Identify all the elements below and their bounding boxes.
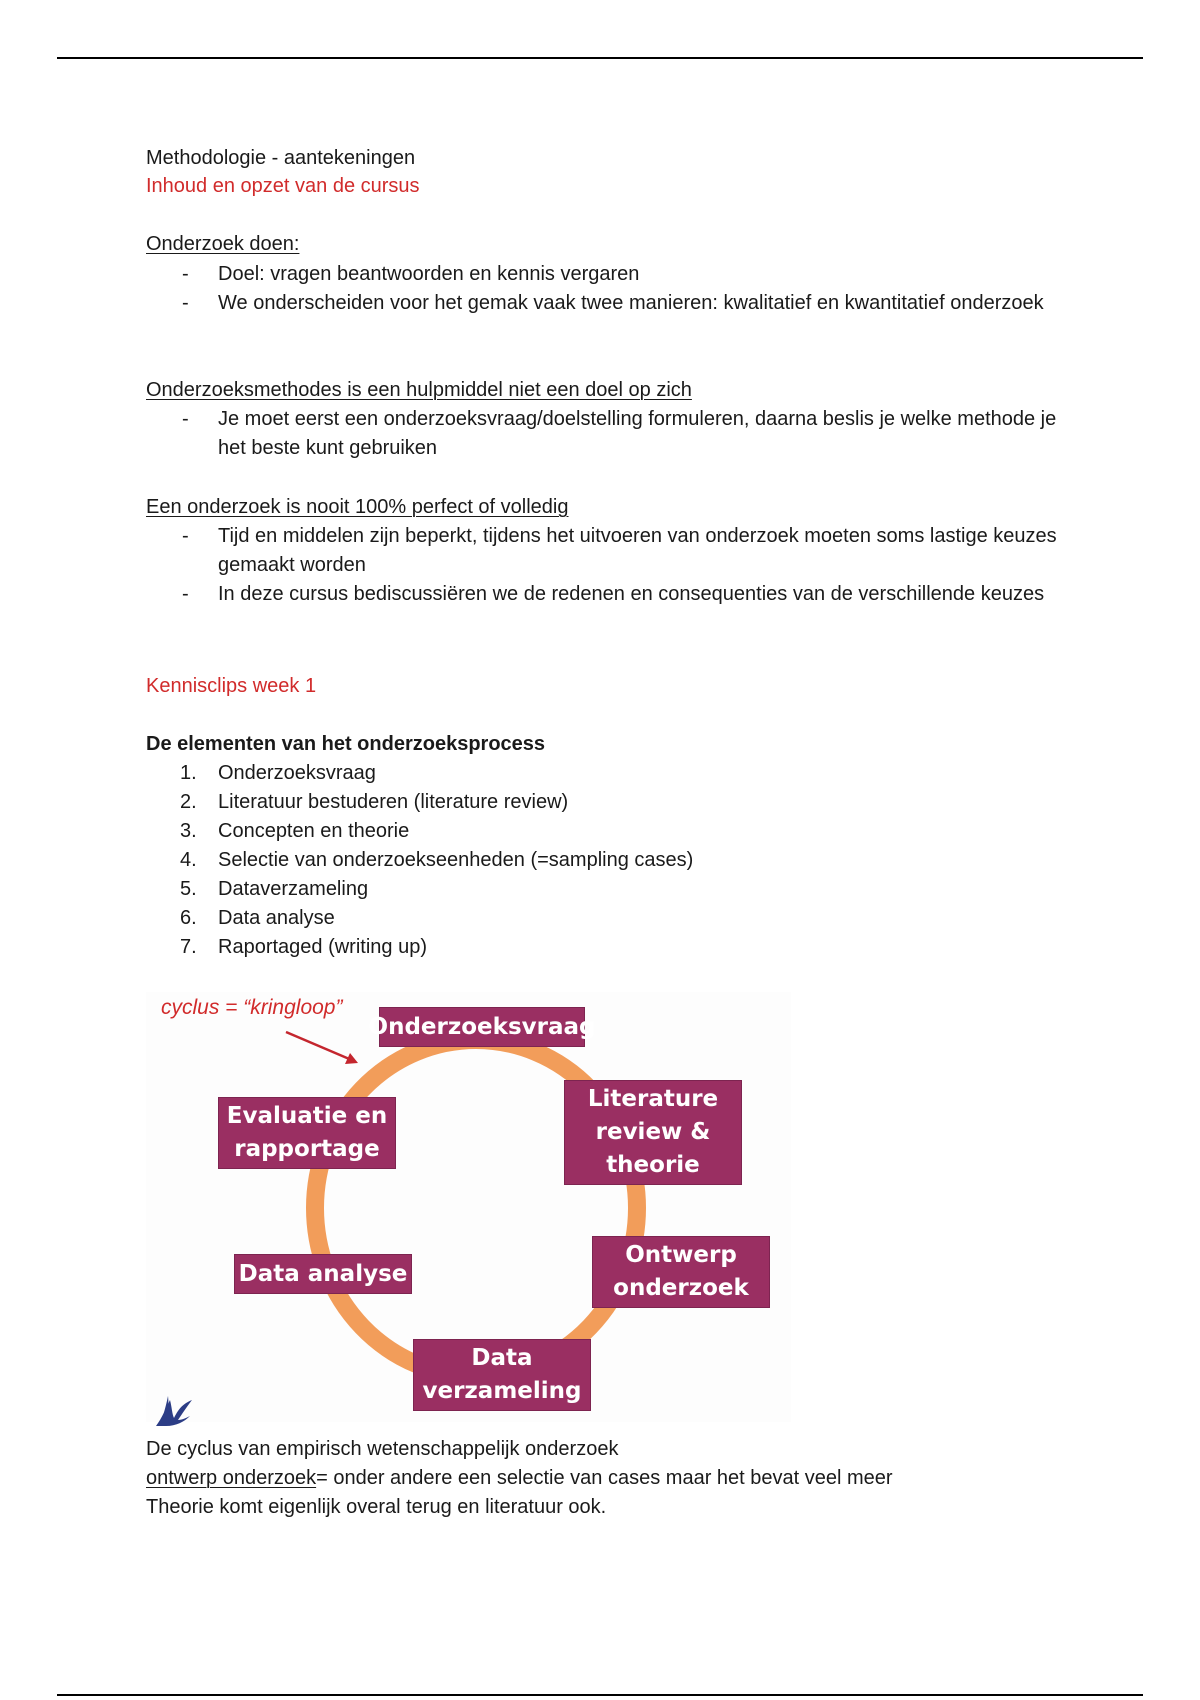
research-cycle-diagram bbox=[146, 992, 791, 1422]
box-onderzoeksvraag: Onderzoeksvraag bbox=[379, 1007, 585, 1047]
top-rule bbox=[57, 57, 1143, 59]
bird-logo-icon bbox=[152, 1390, 196, 1430]
heading-process: De elementen van het onderzoeksprocess bbox=[146, 733, 546, 755]
diagram-caption: De cyclus van empirisch wetenschappelijk onderzoek bbox=[146, 1438, 619, 1460]
term-ontwerp-onderzoek: ontwerp onderzoek bbox=[146, 1467, 317, 1489]
dash-bullet: - bbox=[182, 263, 189, 285]
bottom-rule bbox=[57, 1694, 1143, 1696]
dash-bullet: - bbox=[182, 525, 189, 547]
section-title-kennisclips: Kennisclips week 1 bbox=[146, 675, 317, 697]
heading-methodes: Onderzoeksmethodes is een hulpmiddel niet een doel op zich bbox=[146, 379, 692, 401]
box-literature-review: Literature review & theorie bbox=[564, 1080, 742, 1185]
document-title: Methodologie - aantekeningen bbox=[146, 147, 416, 169]
dash-bullet: - bbox=[182, 408, 189, 430]
cycle-note: cyclus = “kringloop” bbox=[161, 996, 343, 1019]
box-data-verzameling: Data verzameling bbox=[413, 1339, 591, 1411]
heading-nooit-perfect: Een onderzoek is nooit 100% perfect of volledig bbox=[146, 496, 569, 518]
box-ontwerp-onderzoek: Ontwerp onderzoek bbox=[592, 1236, 770, 1308]
box-data-analyse: Data analyse bbox=[234, 1254, 412, 1294]
heading-onderzoek-doen: Onderzoek doen: bbox=[146, 233, 300, 255]
arrow-line bbox=[286, 1032, 354, 1061]
theory-note: Theorie komt eigenlijk overal terug en literatuur ook. bbox=[146, 1496, 607, 1518]
dash-bullet: - bbox=[182, 292, 189, 314]
box-evaluatie-rapportage: Evaluatie en rapportage bbox=[218, 1097, 396, 1169]
ontwerp-note: ontwerp onderzoek= onder andere een selectie van cases maar het bevat veel meer bbox=[146, 1467, 893, 1489]
dash-bullet: - bbox=[182, 583, 189, 605]
section-title-course: Inhoud en opzet van de cursus bbox=[146, 175, 420, 197]
